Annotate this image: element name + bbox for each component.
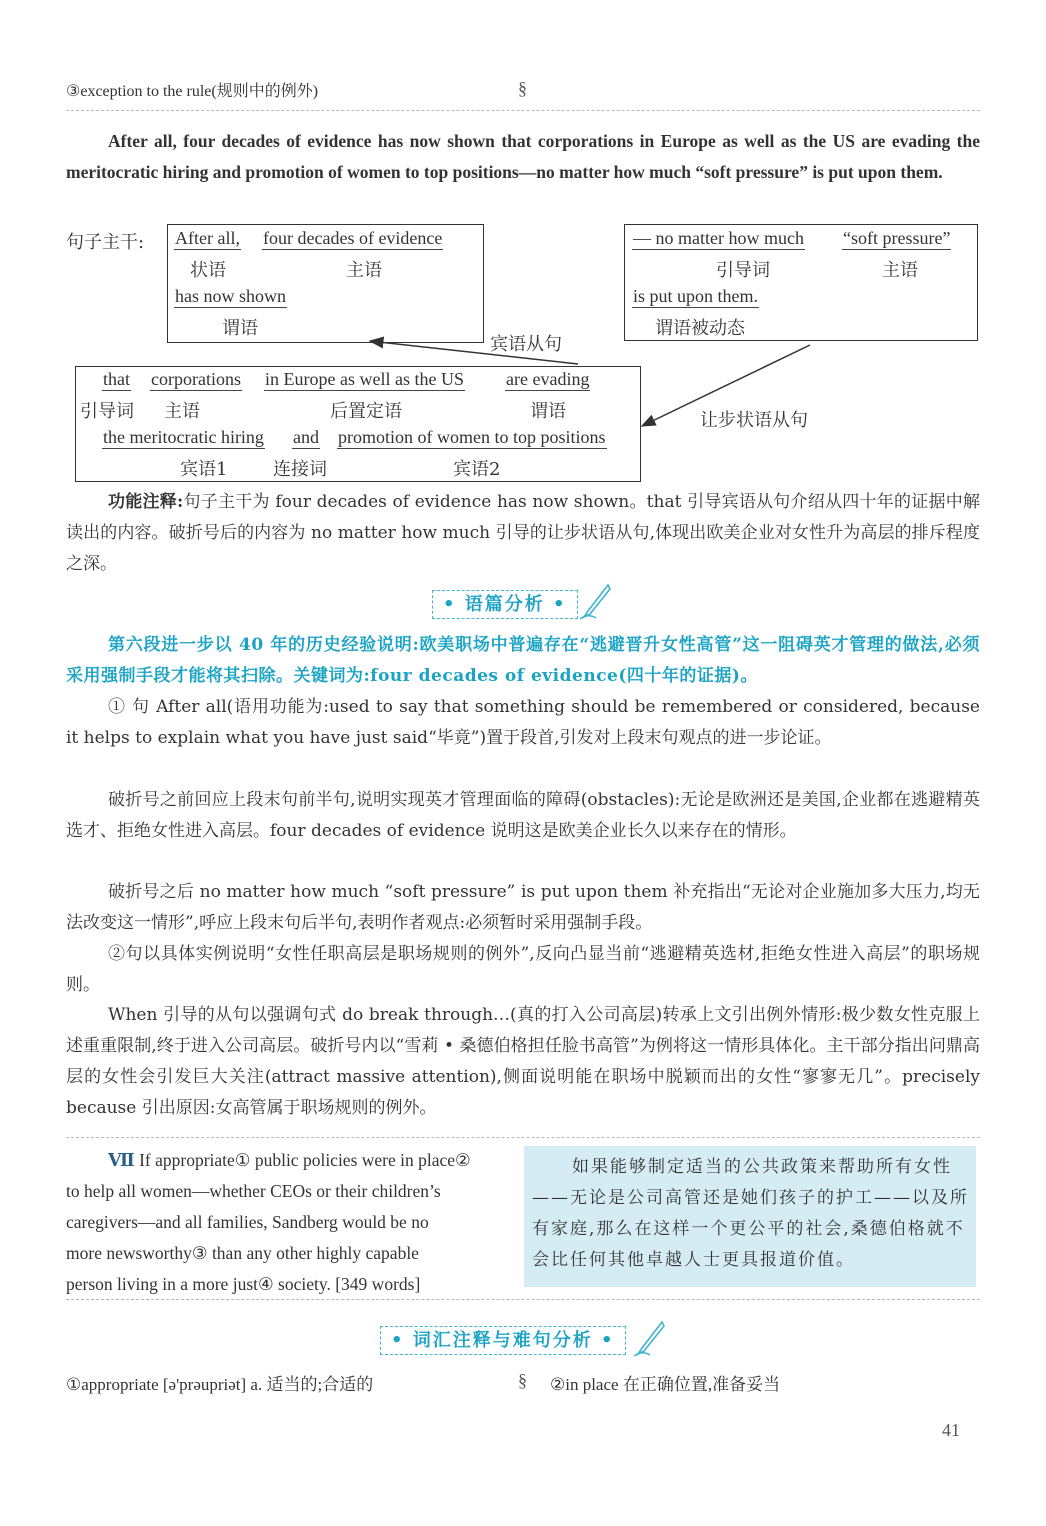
section-title-vocabulary	[380, 1326, 626, 1352]
label-conjunction: 引导词	[716, 260, 770, 281]
paragraph-seven-translation: 如果能够制定适当的公共政策来帮助所有女性——无论是公司高管还是她们孩子的护工——以及所有家庭,那么在这样一个更公平的社会,桑德伯格就不会比任何其他卓越人士更具报道价值。	[524, 1146, 976, 1287]
label-object-1: 宾语1	[180, 459, 228, 480]
arrow-label-object-clause: 宾语从句	[490, 334, 562, 355]
label-connector: 连接词	[273, 459, 327, 480]
vocab-appropriate: ①appropriate [ə'prəupriət] a. 适当的;合适的	[66, 1375, 374, 1394]
arrow-label-concession: 让步状语从句	[700, 410, 808, 431]
analysis-summary: 第六段进一步以 40 年的历史经验说明:欧美职场中普遍存在“逃避晋升女性高管”这一阻碍英才管理的做法,必须采用强制手段才能将其扫除。关键词为:four decades of evidence(四十年的证据)。	[66, 635, 980, 686]
paragraph-seven	[66, 1145, 506, 1300]
divider	[66, 1299, 980, 1300]
label-subject-3: 主语	[164, 401, 200, 422]
main-label: 句子主干:	[66, 232, 145, 253]
word-are-evading: are evading	[506, 369, 590, 389]
function-note-label: 功能注释:	[108, 492, 184, 512]
word-that: that	[103, 369, 130, 389]
label-adverbial: 状语	[190, 260, 226, 281]
para7-line-2: to help all women—whether CEOs or their children’s	[66, 1181, 441, 1201]
word-promotion: promotion of women to top positions	[338, 427, 606, 447]
divider	[66, 1137, 980, 1138]
label-passive-predicate: 谓语被动态	[655, 318, 745, 339]
para7-line-1	[66, 1145, 506, 1176]
word-is-put-upon: is put upon them.	[633, 286, 758, 306]
word-corporations: corporations	[151, 369, 241, 389]
label-subject-2: 主语	[882, 260, 918, 281]
word-four-decades: four decades of evidence	[263, 228, 443, 248]
para7-line-3: caregivers—and all families, Sandberg would be no	[66, 1212, 429, 1232]
section-title-text: • 语篇分析 •	[432, 590, 578, 619]
section-mark-2: §	[518, 1370, 527, 1390]
word-no-matter: — no matter how much	[633, 228, 804, 248]
word-soft-pressure: “soft pressure”	[843, 228, 951, 248]
pen-icon	[632, 1320, 666, 1358]
label-predicate: 谓语	[222, 318, 258, 339]
label-postmodifier: 后置定语	[330, 401, 402, 422]
sentence-english: After all, four decades of evidence has now shown that corporations in Europe as well as the US are evading the meritocratic hiring and promotion of women to top positions—no matter how much “soft pressure” is put upon them.	[66, 131, 980, 182]
word-has-now-shown: has now shown	[175, 286, 286, 306]
top-note: ③exception to the rule(规则中的例外)	[66, 83, 319, 100]
label-predicate-2: 谓语	[530, 401, 566, 422]
page-number: 41	[942, 1420, 960, 1440]
word-meritocratic-hiring: the meritocratic hiring	[103, 427, 264, 447]
section-mark: §	[518, 78, 527, 98]
para7-line-4: more newsworthy③ than any other highly capable	[66, 1243, 419, 1263]
pen-icon	[578, 583, 612, 621]
para7-line-5: person living in a more just④ society. [349 words]	[66, 1274, 421, 1294]
label-conjunction-2: 引导词	[80, 401, 134, 422]
diagram-arrows	[0, 0, 1046, 500]
word-after-all: After all,	[175, 228, 240, 248]
para7-number: Ⅶ	[108, 1150, 135, 1170]
function-note-text: 句子主干为 four decades of evidence has now shown。that 引导宾语从句介绍从四十年的证据中解读出的内容。破折号后的内容为 no matter how much 引导的让步状语从句,体现出欧美企业对女性升为高层的排斥程度之深。	[66, 492, 980, 574]
label-object-2: 宾语2	[453, 459, 501, 480]
vocab-in-place: ②in place 在正确位置,准备妥当	[550, 1375, 781, 1394]
analysis-paragraph-5: When 引导的从句以强调句式 do break through…(真的打入公司高层)转承上文引出例外情形:极少数女性克服上述重重限制,终于进入公司高层。破折号内以“雪莉 • 桑德伯格担任脸书高管”为例将这一情形具体化。主干部分指出问鼎高层的女性会引发巨大关注(attract massive attention),侧面说明能在职场中脱颖而出的女性“寥寥无几”。precisely because 引出原因:女高管属于职场规则的例外。	[66, 1005, 980, 1118]
word-and: and	[293, 427, 319, 447]
label-subject: 主语	[346, 260, 382, 281]
word-in-europe: in Europe as well as the US	[265, 369, 464, 389]
function-note	[66, 487, 980, 580]
section-title-text-2: • 词汇注释与难句分析 •	[380, 1326, 626, 1355]
section-title-discourse	[432, 590, 578, 616]
analysis-paragraph-2: 破折号之前回应上段末句前半句,说明实现英才管理面临的障碍(obstacles):无论是欧洲还是美国,企业都在逃避精英选才、拒绝女性进入高层。four decades of evidence 说明这是欧美企业长久以来存在的情形。	[66, 790, 980, 841]
analysis-paragraph-3: 破折号之后 no matter how much “soft pressure” is put upon them 补充指出“无论对企业施加多大压力,均无法改变这一情形”,呼应上段末句后半句,表明作者观点:必须暂时采用强制手段。	[66, 882, 980, 933]
analysis-paragraph-1: ① 句 After all(语用功能为:used to say that something should be remembered or considered, because it helps to explain what you have just said“毕竟”)置于段首,引发对上段末句观点的进一步论证。	[66, 697, 980, 748]
para7-line-1-text: If appropriate① public policies were in place②	[139, 1150, 471, 1170]
analysis-paragraph-4: ②句以具体实例说明“女性任职高层是职场规则的例外”,反向凸显当前“逃避精英选材,拒绝女性进入高层”的职场规则。	[66, 944, 980, 995]
